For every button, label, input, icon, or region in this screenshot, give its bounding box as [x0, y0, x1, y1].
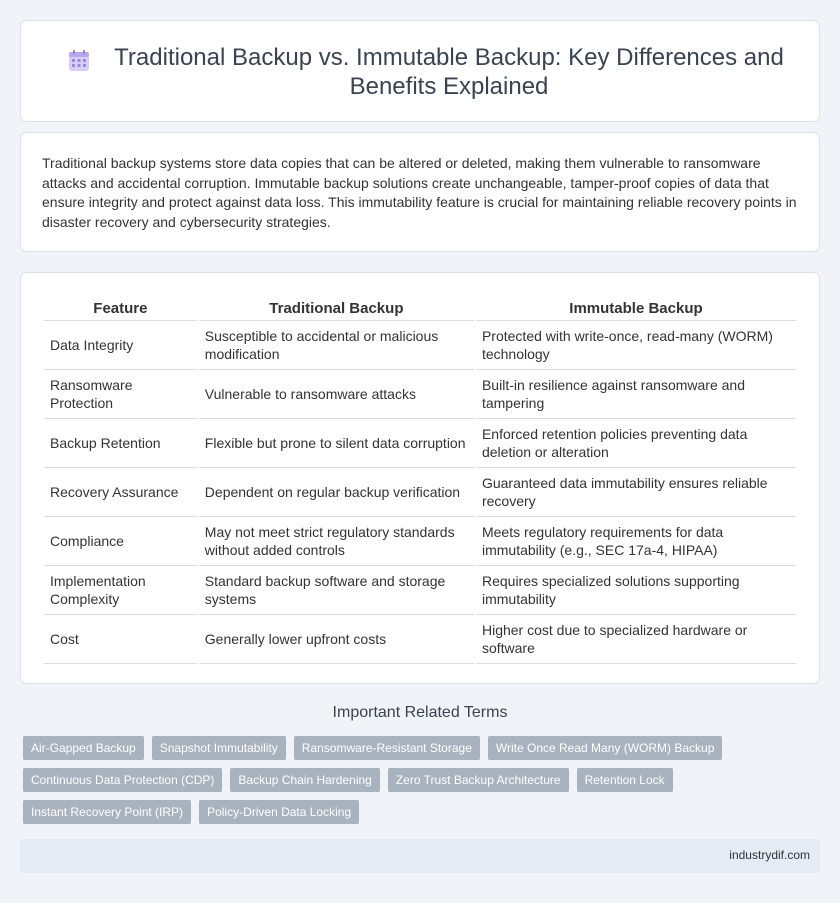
tag-zero-trust-backup-architecture[interactable]: Zero Trust Backup Architecture [388, 768, 569, 792]
traditional-cell: Dependent on regular backup verification [199, 468, 474, 517]
traditional-cell: Standard backup software and storage systems [199, 566, 474, 615]
immutable-cell: Guaranteed data immutability ensures reliable recovery [476, 468, 796, 517]
traditional-cell: May not meet strict regulatory standards without added controls [199, 517, 474, 566]
feature-cell: Implementation Complexity [44, 566, 197, 615]
feature-cell: Cost [44, 615, 197, 664]
column-header-immutable: Immutable Backup [476, 297, 796, 321]
immutable-cell: Enforced retention policies preventing data deletion or alteration [476, 419, 796, 468]
feature-cell: Data Integrity [44, 321, 197, 370]
tag-instant-recovery-point[interactable]: Instant Recovery Point (IRP) [23, 800, 191, 824]
feature-cell: Recovery Assurance [44, 468, 197, 517]
immutable-cell: Built-in resilience against ransomware and tampering [476, 370, 796, 419]
intro-paragraph: Traditional backup systems store data copies that can be altered or deleted, making them vulnerable to ransomware attacks and accidental corruption. Immutable backup solutions create unchangeable, tamper-proof copies of data that ensure integrity and protect against data loss. This immutability feature is crucial for maintaining reliable recovery points in disaster recovery and cybersecurity strategies. [42, 155, 797, 230]
comparison-table [42, 297, 798, 664]
column-header-traditional: Traditional Backup [199, 297, 474, 321]
feature-cell: Compliance [44, 517, 197, 566]
header-card [20, 20, 820, 122]
tag-row [23, 768, 813, 800]
traditional-cell: Generally lower upfront costs [199, 615, 474, 664]
tag-ransomware-resistant-storage[interactable]: Ransomware-Resistant Storage [294, 736, 480, 760]
table-row [44, 419, 796, 468]
footer-site-link[interactable]: industrydif.com [729, 848, 810, 862]
tag-snapshot-immutability[interactable]: Snapshot Immutability [152, 736, 286, 760]
tag-retention-lock[interactable]: Retention Lock [577, 768, 673, 792]
tag-worm-backup[interactable]: Write Once Read Many (WORM) Backup [488, 736, 723, 760]
immutable-cell: Meets regulatory requirements for data immutability (e.g., SEC 17a-4, HIPAA) [476, 517, 796, 566]
table-row [44, 468, 796, 517]
feature-cell: Backup Retention [44, 419, 197, 468]
traditional-cell: Vulnerable to ransomware attacks [199, 370, 474, 419]
comparison-card [20, 272, 820, 684]
tag-air-gapped-backup[interactable]: Air-Gapped Backup [23, 736, 144, 760]
immutable-cell: Protected with write-once, read-many (WORM) technology [476, 321, 796, 370]
page-title: Traditional Backup vs. Immutable Backup: Key Differences and Benefits Explained [114, 44, 784, 100]
tag-backup-chain-hardening[interactable]: Backup Chain Hardening [230, 768, 379, 792]
table-header-row [44, 297, 796, 321]
column-header-feature: Feature [44, 297, 197, 321]
related-terms-list [23, 736, 813, 832]
tag-row [23, 736, 813, 768]
table-row [44, 517, 796, 566]
tag-row [23, 800, 813, 832]
table-row [44, 615, 796, 664]
immutable-cell: Higher cost due to specialized hardware or software [476, 615, 796, 664]
related-terms-heading: Important Related Terms [332, 704, 508, 721]
table-row [44, 566, 796, 615]
intro-card [20, 132, 820, 252]
footer-bar [20, 839, 820, 873]
table-row [44, 321, 796, 370]
calendar-grid-icon [67, 49, 91, 73]
traditional-cell: Susceptible to accidental or malicious modification [199, 321, 474, 370]
tag-continuous-data-protection[interactable]: Continuous Data Protection (CDP) [23, 768, 222, 792]
table-row [44, 370, 796, 419]
immutable-cell: Requires specialized solutions supporting immutability [476, 566, 796, 615]
feature-cell: Ransomware Protection [44, 370, 197, 419]
traditional-cell: Flexible but prone to silent data corruption [199, 419, 474, 468]
tag-policy-driven-data-locking[interactable]: Policy-Driven Data Locking [199, 800, 359, 824]
